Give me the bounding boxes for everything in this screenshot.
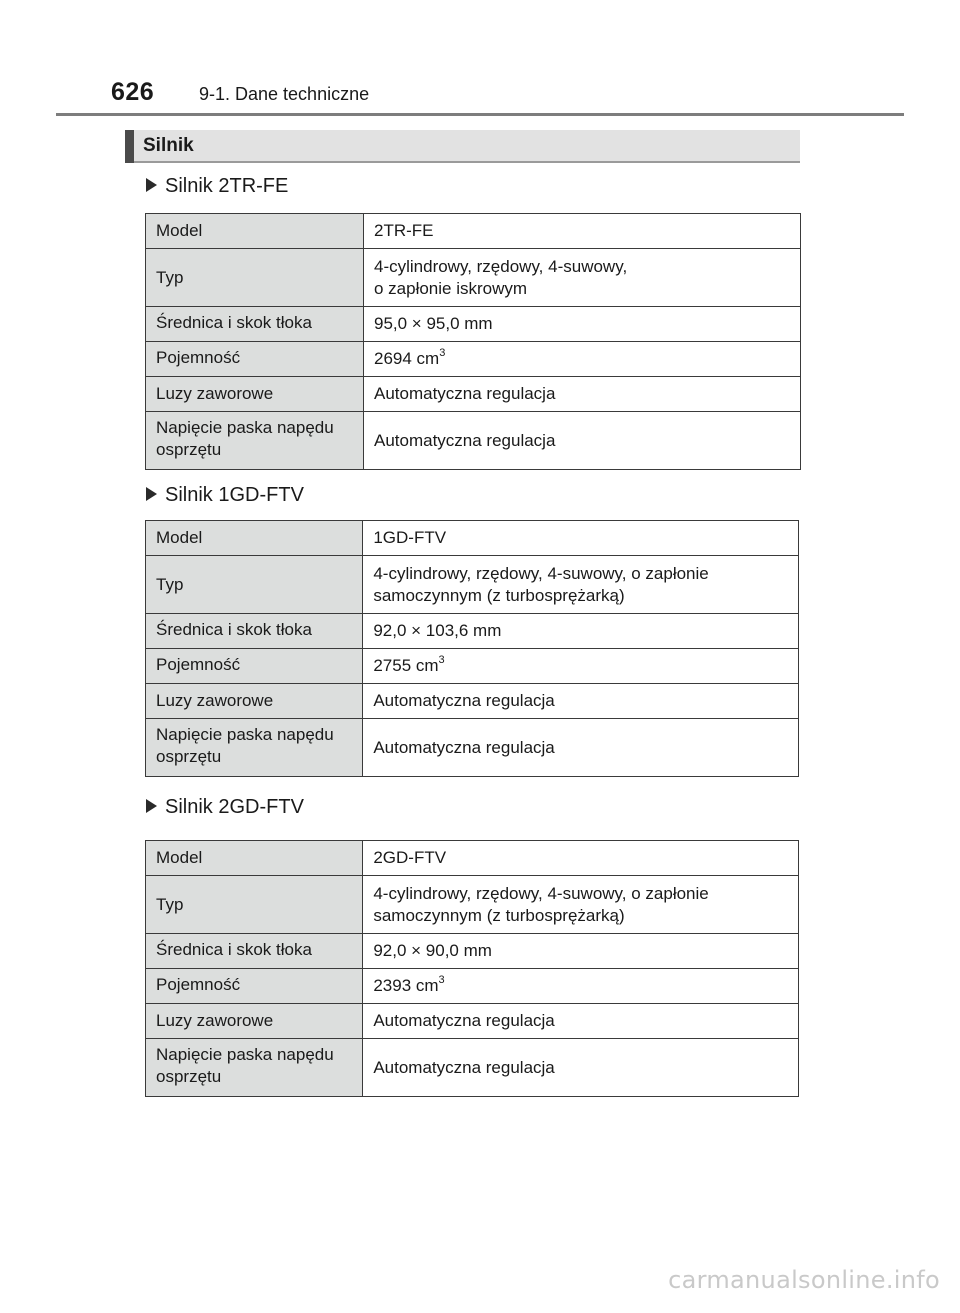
- label-type: Typ: [146, 249, 364, 307]
- label-bore-stroke: Średnica i skok tłoka: [146, 934, 363, 969]
- table-row: [146, 1004, 799, 1039]
- engine-heading-text: Silnik 2TR-FE: [165, 175, 289, 197]
- label-belt-tension: [146, 719, 363, 777]
- unit-exponent: 3: [438, 974, 445, 987]
- label-valve-clearance: Luzy zaworowe: [146, 1004, 363, 1039]
- value-valve-clearance: Automatyczna regulacja: [363, 377, 800, 412]
- label-type: Typ: [146, 556, 363, 614]
- table-row: [146, 377, 801, 412]
- label-model: Model: [146, 841, 363, 876]
- label-belt-tension-line2: osprzętu: [156, 1067, 222, 1086]
- value-type: [363, 876, 799, 934]
- label-belt-tension-line1: Napięcie paska napędu: [156, 725, 334, 744]
- value-displacement: [363, 342, 800, 377]
- triangle-bullet-icon: [146, 178, 157, 192]
- watermark: carmanualsonline.info: [668, 1266, 940, 1294]
- label-belt-tension-line2: osprzętu: [156, 747, 222, 766]
- value-valve-clearance: Automatyczna regulacja: [363, 684, 799, 719]
- value-type-line2: samoczynnym (z turbosprężarką): [373, 905, 625, 925]
- value-type-line1: 4-cylindrowy, rzędowy, 4-suwowy, o zapłonie: [373, 883, 709, 903]
- value-bore-stroke: 95,0 × 95,0 mm: [363, 307, 800, 342]
- value-belt-tension: Automatyczna regulacja: [363, 412, 800, 470]
- engine-heading-text: Silnik 1GD-FTV: [165, 484, 304, 506]
- page-number: 626: [111, 78, 155, 106]
- spec-table-2gd-ftv: [145, 840, 799, 1097]
- label-belt-tension: [146, 412, 364, 470]
- label-bore-stroke: Średnica i skok tłoka: [146, 307, 364, 342]
- table-row: [146, 214, 801, 249]
- unit-exponent: 3: [438, 654, 445, 667]
- triangle-bullet-icon: [146, 487, 157, 501]
- value-type-line1: 4-cylindrowy, rzędowy, 4-suwowy, o zapłonie: [373, 563, 709, 583]
- value-model: 1GD-FTV: [363, 521, 799, 556]
- table-row: [146, 521, 799, 556]
- engine-heading-text: Silnik 2GD-FTV: [165, 796, 304, 818]
- value-type-line1: 4-cylindrowy, rzędowy, 4-suwowy,: [373, 256, 628, 276]
- label-belt-tension-line1: Napięcie paska napędu: [156, 418, 334, 437]
- unit-exponent: 3: [439, 347, 446, 360]
- value-type: [363, 556, 799, 614]
- value-bore-stroke: 92,0 × 103,6 mm: [363, 614, 799, 649]
- table-row: [146, 614, 799, 649]
- table-row: [146, 876, 799, 934]
- value-displacement-text: 2755 cm: [373, 656, 439, 675]
- label-valve-clearance: Luzy zaworowe: [146, 377, 364, 412]
- engine-heading-1gd-ftv: [146, 482, 304, 508]
- table-row: [146, 841, 799, 876]
- table-row: [146, 719, 799, 777]
- chapter-title: 9-1. Dane techniczne: [199, 84, 370, 104]
- table-row: [146, 969, 799, 1004]
- engine-heading-2gd-ftv: [146, 794, 304, 820]
- value-displacement: [363, 649, 799, 684]
- spec-table-2tr-fe: [145, 213, 801, 470]
- label-belt-tension-line2: osprzętu: [156, 440, 222, 459]
- label-model: Model: [146, 521, 363, 556]
- value-bore-stroke: 92,0 × 90,0 mm: [363, 934, 799, 969]
- page-header: [0, 0, 960, 120]
- label-belt-tension: [146, 1039, 363, 1097]
- value-model: 2GD-FTV: [363, 841, 799, 876]
- value-belt-tension: Automatyczna regulacja: [363, 1039, 799, 1097]
- engine-heading-2tr-fe: [146, 173, 288, 199]
- value-belt-tension: Automatyczna regulacja: [363, 719, 799, 777]
- label-valve-clearance: Luzy zaworowe: [146, 684, 363, 719]
- label-displacement: Pojemność: [146, 969, 363, 1004]
- label-belt-tension-line1: Napięcie paska napędu: [156, 1045, 334, 1064]
- table-row: [146, 556, 799, 614]
- table-row: [146, 342, 801, 377]
- section-accent: [125, 130, 134, 163]
- value-model: 2TR-FE: [363, 214, 800, 249]
- table-row: [146, 934, 799, 969]
- value-type-line2: samoczynnym (z turbosprężarką): [373, 585, 625, 605]
- value-displacement-text: 2393 cm: [373, 976, 439, 995]
- spec-table-1gd-ftv: [145, 520, 799, 777]
- label-bore-stroke: Średnica i skok tłoka: [146, 614, 363, 649]
- label-displacement: Pojemność: [146, 649, 363, 684]
- table-row: [146, 249, 801, 307]
- section-title-bar: [125, 130, 800, 163]
- value-valve-clearance: Automatyczna regulacja: [363, 1004, 799, 1039]
- value-displacement: [363, 969, 799, 1004]
- value-type-line2: o zapłonie iskrowym: [373, 278, 528, 298]
- table-row: [146, 649, 799, 684]
- section-title: Silnik: [143, 135, 194, 156]
- label-model: Model: [146, 214, 364, 249]
- table-row: [146, 412, 801, 470]
- value-displacement-text: 2694 cm: [373, 349, 440, 368]
- label-displacement: Pojemność: [146, 342, 364, 377]
- triangle-bullet-icon: [146, 799, 157, 813]
- table-row: [146, 1039, 799, 1097]
- value-type: [363, 249, 800, 307]
- header-divider: [56, 113, 904, 116]
- table-row: [146, 684, 799, 719]
- label-type: Typ: [146, 876, 363, 934]
- table-row: [146, 307, 801, 342]
